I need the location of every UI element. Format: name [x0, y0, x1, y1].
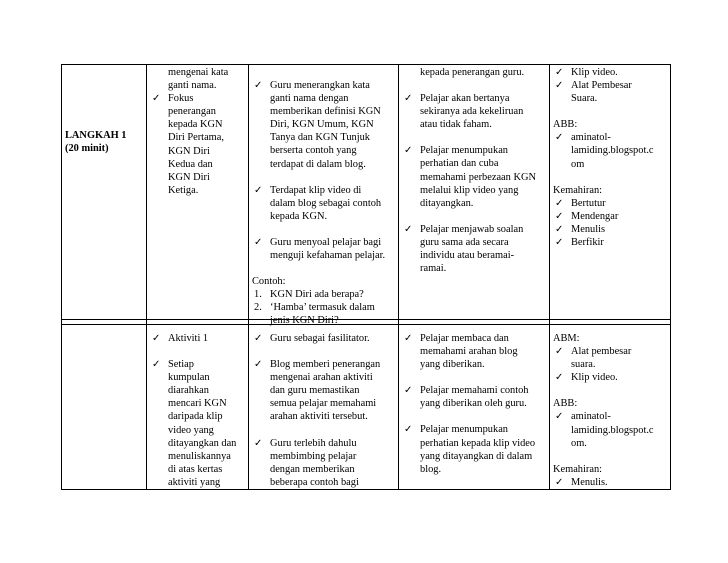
step-label-cell: [65, 129, 126, 155]
checklist-item: [553, 66, 669, 79]
check-icon: ✓: [555, 346, 564, 358]
checklist-item: [553, 197, 669, 210]
check-icon: ✓: [404, 93, 413, 105]
checklist-item: [252, 437, 396, 489]
check-icon: ✓: [254, 333, 263, 344]
checklist-item-line: guru sama ada secara: [420, 236, 509, 248]
teacher-bullets: [252, 79, 396, 262]
checklist-item-line: kepada KGN: [168, 119, 223, 131]
content-cell-row2: [150, 332, 246, 489]
checklist-item: [402, 92, 547, 131]
checklist-item: [553, 236, 669, 249]
checklist-item: [553, 345, 669, 371]
check-icon: ✓: [254, 236, 263, 248]
check-icon: ✓: [555, 476, 564, 488]
checklist-item-line: berserta contoh yang: [270, 145, 357, 157]
checklist-item: [150, 92, 246, 197]
checklist-item-line: om: [571, 158, 585, 170]
check-icon: ✓: [254, 184, 263, 196]
checklist-item-line: memberikan definisi KGN: [270, 106, 381, 118]
checklist-item: [252, 236, 396, 262]
checklist-item-line: Terdapat klip video di: [270, 184, 362, 196]
example-number: 2.: [254, 302, 262, 314]
example-line: ‘Hamba’ termasuk dalam: [270, 302, 375, 314]
checklist-item-line: menuliskannya: [168, 450, 231, 462]
checklist-item-line: menguji kefahaman pelajar.: [270, 250, 386, 262]
example-item: [252, 301, 396, 327]
resources-cell-row2: [553, 332, 669, 489]
checklist-item-line: diarahkan: [168, 385, 209, 397]
column-divider-1: [146, 64, 147, 490]
checklist-item-line: Menulis.: [571, 476, 608, 488]
checklist-item-line: perhatian dan cuba: [420, 158, 499, 170]
check-icon: ✓: [555, 80, 564, 92]
column-divider-2: [248, 64, 249, 490]
check-icon: ✓: [404, 223, 413, 235]
skills-label-2: Kemahiran:: [553, 463, 603, 475]
checklist-item-line: beberapa contoh bagi: [270, 476, 359, 488]
checklist-item-line: membimbing pelajar: [270, 450, 357, 462]
checklist-item-line: Suara.: [571, 93, 598, 105]
text-line: mengenai kata: [168, 67, 229, 78]
check-icon: ✓: [555, 237, 564, 249]
resource-bullets: [553, 66, 669, 105]
checklist-item: [252, 332, 396, 345]
checklist-item: [252, 184, 396, 223]
abb-items: [553, 131, 669, 170]
column-divider-4: [549, 64, 550, 490]
checklist-item-line: Fokus: [168, 93, 194, 105]
example-list: [252, 288, 396, 327]
check-icon: ✓: [555, 372, 564, 384]
checklist-item-line: Alat Pembesar: [571, 80, 632, 92]
content-lines-top: [150, 66, 246, 92]
example-number: 1.: [254, 289, 262, 301]
checklist-item: [553, 476, 669, 489]
checklist-item-line: KGN Diri: [168, 145, 210, 157]
checklist-item-line: Guru sebagai fasilitator.: [270, 333, 370, 344]
checklist-item-line: terdapat di dalam blog.: [270, 158, 366, 170]
check-icon: ✓: [555, 210, 564, 222]
checklist-item-line: lamiding.blogspot.c: [571, 145, 654, 157]
checklist-item-line: arahan aktiviti tersebut.: [270, 411, 368, 423]
check-icon: ✓: [254, 359, 263, 371]
step-label: LANGKAH 1: [65, 130, 127, 141]
checklist-item-line: yang diberikan.: [420, 359, 485, 371]
student-bullets-2: [402, 332, 547, 476]
skills-list-2: [553, 476, 669, 489]
checklist-item-line: penerangan: [168, 106, 216, 118]
skills-label: Kemahiran:: [553, 184, 603, 196]
checklist-item-line: om.: [571, 437, 587, 449]
checklist-item-line: individu atau beramai-: [420, 250, 515, 262]
checklist-item-line: Guru menyoal pelajar bagi: [270, 236, 382, 248]
checklist-item-line: Pelajar membaca dan: [420, 333, 509, 344]
activity-bullets: [150, 332, 246, 489]
checklist-item-line: kumpulan: [168, 372, 210, 384]
resources-cell-row1: [553, 66, 669, 249]
checklist-item-line: Berfikir: [571, 237, 604, 249]
checklist-item-line: Blog memberi penerangan: [270, 359, 381, 371]
checklist-item-line: Ketiga.: [168, 184, 199, 196]
check-icon: ✓: [555, 411, 564, 423]
check-icon: ✓: [254, 437, 263, 449]
check-icon: ✓: [152, 359, 161, 371]
checklist-item-line: Mendengar: [571, 210, 619, 222]
check-icon: ✓: [404, 424, 413, 436]
checklist-item-line: dengan memberikan: [270, 463, 355, 475]
check-icon: ✓: [404, 145, 413, 157]
abb-label-2: ABB:: [553, 398, 578, 410]
checklist-item-line: yang diberikan oleh guru.: [420, 398, 527, 410]
student-activity-cell-row2: [402, 332, 547, 476]
checklist-item: [402, 144, 547, 209]
checklist-item-line: memahami perbezaan KGN: [420, 171, 536, 183]
check-icon: ✓: [152, 333, 161, 344]
checklist-item-line: semua pelajar memahami: [270, 398, 377, 410]
checklist-item-line: Guru menerangkan kata: [270, 80, 370, 91]
checklist-item: [402, 423, 547, 475]
checklist-item-line: mengenai arahan aktiviti: [270, 372, 373, 384]
checklist-item: [150, 358, 246, 489]
checklist-item-line: Tanya dan KGN Tunjuk: [270, 132, 371, 144]
checklist-item-line: Pelajar menumpukan: [420, 145, 509, 157]
checklist-item-line: dalam blog sebagai contoh: [270, 197, 382, 209]
checklist-item-line: Diri, KGN Umum, KGN: [270, 119, 374, 131]
abb-items-2: [553, 410, 669, 449]
content-cell-row1: [150, 66, 246, 197]
checklist-item-line: video yang: [168, 424, 214, 436]
teacher-activity-cell-row2: [252, 332, 396, 489]
checklist-item: [252, 358, 396, 423]
skills-list: [553, 197, 669, 249]
checklist-item-line: Pelajar akan bertanya: [420, 93, 510, 105]
checklist-item-line: Aktiviti 1: [168, 333, 209, 344]
checklist-item-line: Guru terlebih dahulu: [270, 437, 357, 449]
checklist-item-line: atau tidak faham.: [420, 119, 492, 131]
checklist-item-line: Bertutur: [571, 197, 606, 209]
checklist-item-line: ditayangkan dan: [168, 437, 237, 449]
checklist-item-line: di atas kertas: [168, 463, 223, 475]
content-bullets: [150, 92, 246, 197]
checklist-item-line: ditayangkan.: [420, 197, 474, 209]
checklist-item-line: Pelajar memahami contoh: [420, 385, 529, 397]
checklist-item-line: Diri Pertama,: [168, 132, 224, 144]
example-line: KGN Diri ada berapa?: [270, 289, 364, 301]
column-divider-3: [398, 64, 399, 490]
check-icon: ✓: [555, 223, 564, 235]
example-line: jenis KGN Diri?: [270, 315, 339, 327]
checklist-item: [252, 79, 396, 171]
checklist-item-line: melalui klip video yang: [420, 184, 519, 196]
checklist-item-line: perhatian kepada klip video: [420, 437, 536, 449]
checklist-item-line: Kedua dan: [168, 158, 213, 170]
checklist-item-line: memahami arahan blog: [420, 346, 518, 358]
checklist-item: [553, 371, 669, 384]
checklist-item: [402, 223, 547, 275]
checklist-item: [553, 223, 669, 236]
check-icon: ✓: [404, 385, 413, 397]
checklist-item-line: aktiviti yang: [168, 476, 221, 488]
step-duration: (20 minit): [65, 143, 109, 155]
text-line: kepada penerangan guru.: [420, 67, 525, 78]
example-label: Contoh:: [252, 276, 286, 288]
checklist-item-line: sekiranya ada kekeliruan: [420, 106, 524, 118]
checklist-item-line: dan guru memastikan: [270, 385, 360, 397]
checklist-item-line: blog.: [420, 463, 442, 475]
teacher-bullets-2: [252, 332, 396, 489]
checklist-item-line: kepada KGN.: [270, 210, 328, 222]
abb-label: ABB:: [553, 119, 578, 131]
text-line: ganti nama.: [168, 80, 217, 92]
check-icon: ✓: [152, 93, 161, 105]
checklist-item-line: aminatol-: [571, 132, 611, 144]
student-activity-cell-row1: [402, 66, 547, 275]
checklist-item: [402, 332, 547, 371]
teacher-activity-cell-row1: [252, 79, 396, 328]
checklist-item-line: Pelajar menjawab soalan: [420, 223, 524, 235]
checklist-item: [553, 79, 669, 105]
checklist-item: [402, 384, 547, 410]
example-item: [252, 288, 396, 301]
check-icon: ✓: [555, 197, 564, 209]
checklist-item: [150, 332, 246, 345]
checklist-item-line: Alat pembesar: [571, 346, 632, 358]
checklist-item-line: mencari KGN: [168, 398, 227, 410]
check-icon: ✓: [555, 132, 564, 144]
checklist-item-line: ganti nama dengan: [270, 93, 349, 105]
checklist-item-line: yang ditayangkan di dalam: [420, 450, 533, 462]
student-lines-top: [402, 66, 547, 79]
checklist-item: [553, 410, 669, 449]
checklist-item-line: Menulis: [571, 223, 606, 235]
checklist-item-line: Klip video.: [571, 67, 618, 78]
checklist-item-line: ramai.: [420, 263, 447, 275]
checklist-item-line: KGN Diri: [168, 171, 210, 183]
student-bullets: [402, 92, 547, 275]
checklist-item: [553, 131, 669, 170]
check-icon: ✓: [404, 333, 413, 344]
checklist-item-line: Setiap: [168, 359, 194, 371]
abm-label: ABM:: [553, 333, 580, 344]
check-icon: ✓: [555, 67, 564, 78]
checklist-item: [553, 210, 669, 223]
checklist-item-line: Klip video.: [571, 372, 618, 384]
checklist-item-line: lamiding.blogspot.c: [571, 424, 654, 436]
checklist-item-line: Pelajar menumpukan: [420, 424, 509, 436]
check-icon: ✓: [254, 80, 263, 91]
abm-items: [553, 345, 669, 384]
checklist-item-line: aminatol-: [571, 411, 611, 423]
checklist-item-line: daripada klip: [168, 411, 223, 423]
checklist-item-line: suara.: [571, 359, 596, 371]
